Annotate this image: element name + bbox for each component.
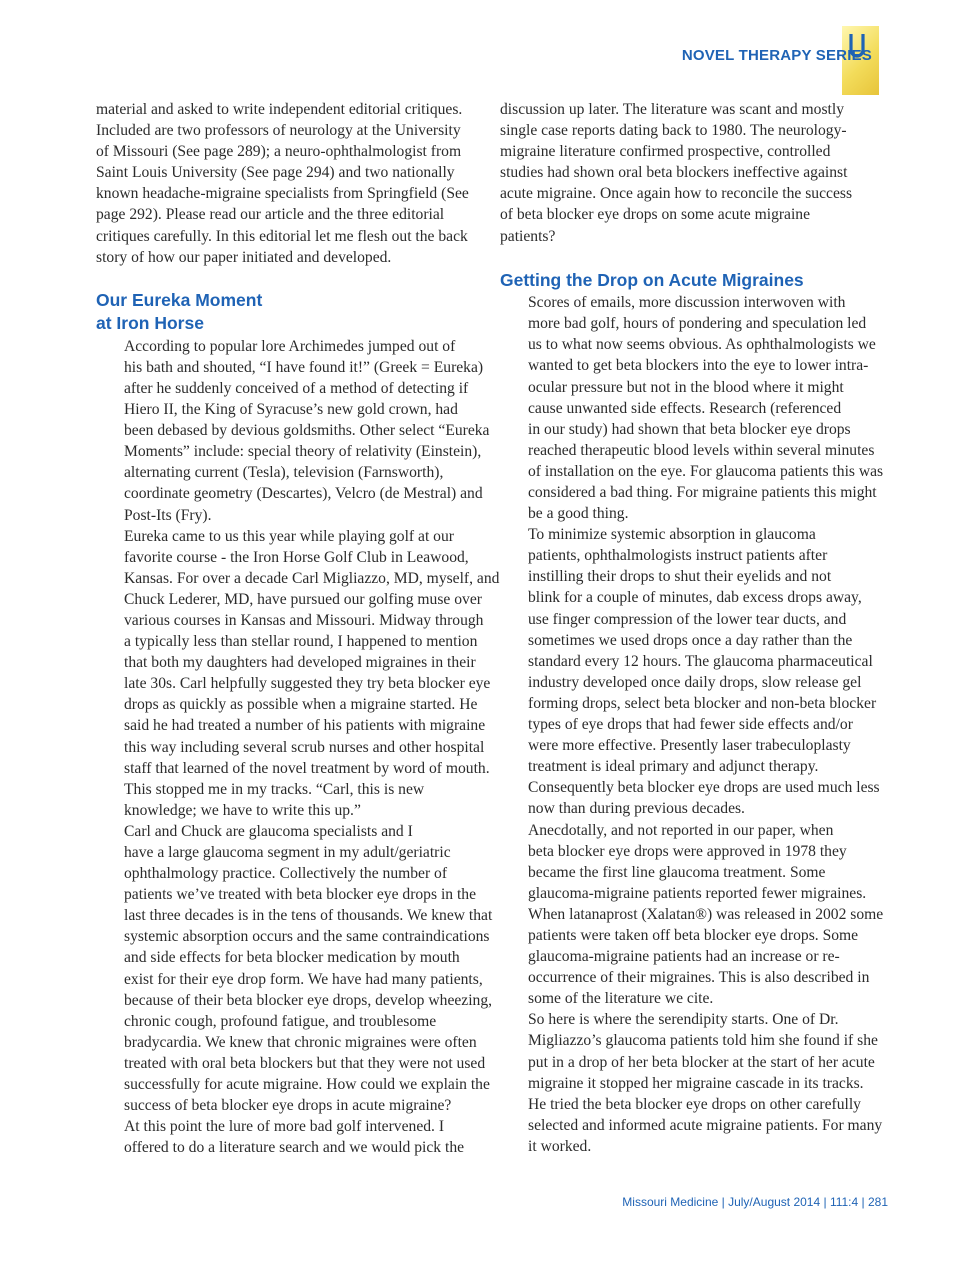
text-line: patients, ophthalmologists instruct patients after [528,547,828,565]
text-line: material and asked to write independent editorial critiques. [96,101,463,118]
text-line: types of eye drops that had fewer side effects and/or [528,716,853,734]
intro-paragraph [500,99,884,247]
section-heading-acute-migraines: Getting the Drop on Acute Migraines [500,269,804,290]
text-line: in our study) had shown that beta blocker eye drops [528,420,851,438]
page-footer: Missouri Medicine | July/August 2014 | 111:4 | 281 [622,1195,888,1209]
body-paragraph [500,1009,884,1157]
text-line: Anecdotally, and not reported in our paper, when [528,821,834,839]
body-paragraph [500,820,884,1010]
text-line: became the first line glaucoma treatment. Some [528,863,826,881]
body-paragraph [96,336,490,526]
text-line: cause unwanted side effects. Research (referenced [528,399,842,417]
text-line: drops as quickly as possible when a migraine started. He [124,696,478,714]
text-line: offered to do a literature search and we would pick the [124,1139,465,1157]
text-line: He tried the beta blocker eye drops on other carefully [528,1095,861,1113]
text-line: late 30s. Carl helpfully suggested they try beta blocker eye [124,675,491,693]
right-column [500,99,884,1157]
text-line: exist for their eye drop form. We have had many patients, [124,970,483,988]
text-line: known headache-migraine specialists from Springfield (See [96,185,469,203]
text-line: of installation on the eye. For glaucoma patients this was [528,462,884,480]
text-line: bradycardia. We knew that chronic migraines were often [124,1033,477,1051]
text-line: Included are two professors of neurology at the University [96,122,461,140]
text-line: Hiero II, the King of Syracuse’s new gold crown, had [124,401,458,419]
text-line: favorite course - the Iron Horse Golf Club in Leawood, [124,548,469,566]
text-line: forming drops, select beta blocker and non-beta blocker [528,694,877,712]
text-line: alternating current (Tesla), television (Farnsworth), [124,464,444,482]
text-line: Post-Its (Fry). [124,506,212,524]
text-line: were more effective. Presently laser trabeculoplasty [528,737,851,755]
text-line: discussion up later. The literature was scant and mostly [500,101,844,118]
body-paragraph [96,779,484,821]
text-line: his bath and shouted, “I have found it!” (Greek = Eureka) [124,358,484,376]
series-title: NOVEL THERAPY SERIES [681,47,872,64]
text-line: knowledge; we have to write this up.” [124,801,361,819]
text-line: because of their beta blocker eye drops, develop wheezing, [124,991,493,1009]
text-line: Consequently beta blocker eye drops are used much less [528,779,880,797]
heading-line: at Iron Horse [96,313,204,334]
text-line: more bad golf, hours of pondering and speculation led [528,315,867,333]
text-line: Kansas. For over a decade Carl Migliazzo, MD, myself, and [124,569,500,587]
body-paragraph [96,1116,484,1158]
text-line: glaucoma-migraine patients reported fewer migraines. [528,884,867,902]
text-line: This stopped me in my tracks. “Carl, this is new [124,780,425,798]
text-line: considered a bad thing. For migraine patients this might [528,484,877,501]
text-line: a typically less than stellar round, I happened to mention [124,633,478,651]
text-line: patients we’ve treated with beta blocker eye drops in the [124,886,477,904]
text-line: last three decades is in the tens of thousands. We knew that [124,907,493,925]
text-line: treated with oral beta blockers but that they were not used [124,1054,486,1072]
text-line: sometimes we used drops once a day rather than the [528,631,853,649]
text-line: staff that learned of the novel treatment by word of mouth. [124,759,490,777]
text-line: now than during previous decades. [528,800,745,818]
text-line: instilling their drops to shut their eyelids and not [528,568,832,586]
body-paragraph [500,292,884,524]
text-line: of beta blocker eye drops on some acute migraine [500,206,811,224]
text-line: us to what now seems obvious. As ophthalmologists we [528,336,876,354]
text-line: use finger compression of the lower tear ducts, and [528,610,847,628]
text-line: it worked. [528,1137,592,1155]
text-line: success of beta blocker eye drops in acute migraine? [124,1097,452,1115]
text-line: have a large glaucoma segment in my adult/geriatric [124,844,451,861]
text-line: occurrence of their migraines. This is also described in [528,969,870,987]
text-line: Moments” include: special theory of relativity (Einstein), [124,443,482,461]
body-paragraph [500,524,884,819]
text-line: standard every 12 hours. The glaucoma pharmaceutical [528,652,873,670]
text-line: beta blocker eye drops were approved in 1978 they [528,842,847,860]
text-line: treatment is ideal primary and adjunct therapy. [528,758,819,776]
text-line: blink for a couple of minutes, dab excess drops away, [528,589,862,607]
section-heading-eureka [96,289,484,336]
text-line: of Missouri (See page 289); a neuro-ophthalmologist from [96,143,462,161]
text-line: Chuck Lederer, MD, have pursued our golfing muse over [124,590,482,608]
body-paragraph [96,821,493,1116]
text-line: Scores of emails, more discussion interwoven with [528,294,846,312]
text-line: systemic absorption occurs and the same contraindications [124,928,490,946]
text-line: said he had treated a number of his patients with migraine [124,717,486,735]
text-line: wanted to get beta blockers into the eye to lower intra- [528,357,869,375]
text-line: that both my daughters had developed migraines in their [124,654,476,672]
text-line: When latanaprost (Xalatan®) was released in 2002 some [528,905,884,923]
text-line: various courses in Kansas and Missouri. Midway through [124,611,484,629]
text-line: patients? [500,227,556,245]
heading-line: Our Eureka Moment [96,289,263,310]
text-line: be a good thing. [528,505,629,523]
text-line: So here is where the serendipity starts. One of Dr. [528,1011,839,1029]
text-line: Migliazzo’s glaucoma patients told him she found if she [528,1032,878,1050]
text-line: put in a drop of her beta blocker at the start of her acute [528,1053,875,1071]
text-line: Saint Louis University (See page 294) and two nationally [96,164,455,182]
text-line: successfully for acute migraine. How could we explain the [124,1076,490,1094]
left-column [96,99,500,1158]
text-line: some of the literature we cite. [528,990,714,1008]
text-line: Eureka came to us this year while playing golf at our [124,527,454,545]
body-paragraph [96,526,500,779]
text-line: selected and informed acute migraine patients. For many [528,1116,883,1134]
text-line: coordinate geometry (Descartes), Velcro (de Mestral) and [124,485,483,503]
text-line: story of how our paper initiated and developed. [96,248,392,266]
text-line: critiques carefully. In this editorial let me flesh out the back [96,227,468,245]
text-line: acute migraine. Once again how to reconcile the success [500,185,853,203]
text-line: Carl and Chuck are glaucoma specialists and I [124,822,413,840]
text-line: page 292). Please read our article and the three editorial [96,206,445,224]
text-line: and side effects for beta blocker medication by mouth [124,949,460,967]
text-line: At this point the lure of more bad golf intervened. I [124,1118,445,1136]
text-line: patients were taken off beta blocker eye drops. Some [528,926,859,944]
text-line: To minimize systemic absorption in glaucoma [528,526,816,544]
text-line: migraine it stopped her migraine cascade in its tracks. [528,1074,864,1092]
text-line: after he suddenly conceived of a method of detecting if [124,379,469,397]
text-line: ocular pressure but not in the blood where it might [528,378,844,396]
text-line: ophthalmology practice. Collectively the number of [124,865,448,883]
text-line: industry developed once daily drops, slow release gel [528,673,862,691]
text-line: been debased by devious goldsmiths. Other select “Eureka [124,422,490,440]
text-line: glaucoma-migraine patients had an increase or re- [528,948,840,966]
text-line: migraine literature confirmed prospective, controlled [500,143,831,161]
text-line: single case reports dating back to 1980. The neurology- [500,122,847,140]
text-line: chronic cough, profound fatigue, and troublesome [124,1012,437,1030]
intro-paragraph [96,99,484,268]
text-line: studies had shown oral beta blockers ineffective against [500,164,848,182]
text-line: this way including several scrub nurses and other hospital [124,738,485,756]
text-line: reached therapeutic blood levels within several minutes [528,441,875,459]
text-line: According to popular lore Archimedes jumped out of [124,337,456,355]
